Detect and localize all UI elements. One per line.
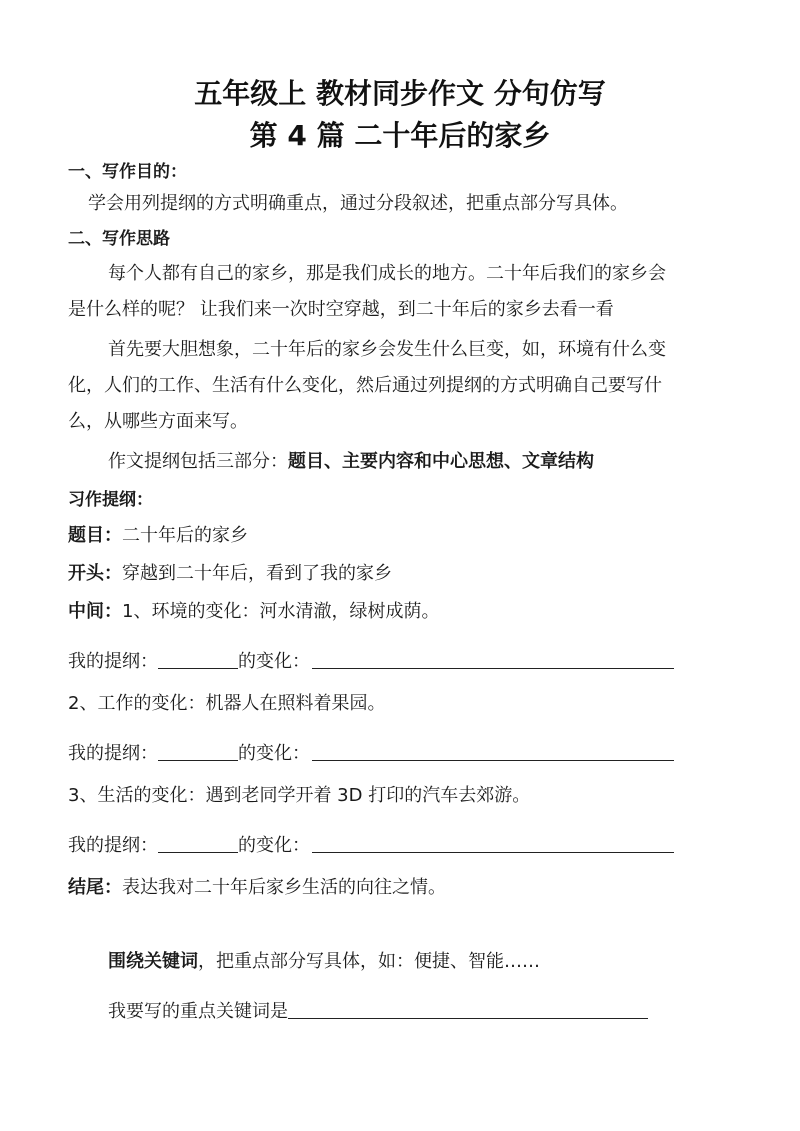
section2-p3 xyxy=(108,450,594,474)
section2-p2-line3: 么，从哪些方面来写。 xyxy=(68,411,248,432)
topic-text: 二十年后的家乡 xyxy=(122,525,248,546)
change-label: 的变化： xyxy=(238,651,310,672)
blank-change-2[interactable] xyxy=(158,742,238,761)
section2-p1-line2: 是什么样的呢？ 让我们来一次时空穿越，到二十年后的家乡去看一看 xyxy=(68,299,614,320)
section2-p1-line1: 每个人都有自己的家乡，那是我们成长的地方。二十年后我们的家乡会 xyxy=(108,263,666,284)
section2-heading: 二、写作思路 xyxy=(68,229,170,249)
ending-text: 表达我对二十年后家乡生活的向往之情。 xyxy=(122,877,446,898)
section2-p2-line1: 首先要大胆想象，二十年后的家乡会发生什么巨变，如，环境有什么变 xyxy=(108,339,666,360)
middle-text: 1、环境的变化：河水清澈，绿树成荫。 xyxy=(122,601,440,622)
blank-change-detail-3[interactable] xyxy=(312,834,674,853)
outline-heading: 习作提纲： xyxy=(68,490,153,510)
blank-change-detail-2[interactable] xyxy=(312,742,674,761)
outline-ending xyxy=(68,876,446,900)
ending-label: 结尾： xyxy=(68,877,122,898)
my-outline-row-3 xyxy=(68,834,674,858)
section2-p2-line2: 化，人们的工作、生活有什么变化，然后通过列提纲的方式明确自己要写什 xyxy=(68,375,662,396)
main-title: 五年级上 教材同步作文 分句仿写 xyxy=(194,77,606,110)
sub-title: 第 4 篇 二十年后的家乡 xyxy=(249,119,551,152)
blank-change-detail-1[interactable] xyxy=(312,650,674,669)
blank-change-1[interactable] xyxy=(158,650,238,669)
keywords-prompt: 我要写的重点关键词是 xyxy=(108,1001,288,1022)
section1-text: 学会用列提纲的方式明确重点，通过分段叙述，把重点部分写具体。 xyxy=(88,193,628,214)
middle-label: 中间： xyxy=(68,601,122,622)
section2-p3-prefix: 作文提纲包括三部分： xyxy=(108,451,288,472)
blank-keywords[interactable] xyxy=(288,1000,648,1019)
section1-heading: 一、写作目的： xyxy=(68,162,187,182)
opening-label: 开头： xyxy=(68,563,122,584)
change-label: 的变化： xyxy=(238,743,310,764)
my-outline-row-1 xyxy=(68,650,674,674)
outline-topic xyxy=(68,524,248,548)
my-outline-label: 我的提纲： xyxy=(68,835,158,856)
keywords-prompt-row xyxy=(108,1000,648,1024)
section2-p3-bold: 题目、主要内容和中心思想、文章结构 xyxy=(288,451,594,472)
outline-item2: 2、工作的变化：机器人在照料着果园。 xyxy=(68,693,386,714)
my-outline-label: 我的提纲： xyxy=(68,743,158,764)
my-outline-row-2 xyxy=(68,742,674,766)
keywords-bold: 围绕关键词 xyxy=(108,951,198,972)
keywords-line xyxy=(108,950,540,974)
outline-middle xyxy=(68,600,439,624)
outline-item3: 3、生活的变化：遇到老同学开着 3D 打印的汽车去郊游。 xyxy=(68,785,531,806)
topic-label: 题目： xyxy=(68,525,122,546)
blank-change-3[interactable] xyxy=(158,834,238,853)
opening-text: 穿越到二十年后，看到了我的家乡 xyxy=(122,563,392,584)
change-label: 的变化： xyxy=(238,835,310,856)
outline-opening xyxy=(68,562,392,586)
my-outline-label: 我的提纲： xyxy=(68,651,158,672)
keywords-text: ，把重点部分写具体，如：便捷、智能…… xyxy=(198,951,540,972)
